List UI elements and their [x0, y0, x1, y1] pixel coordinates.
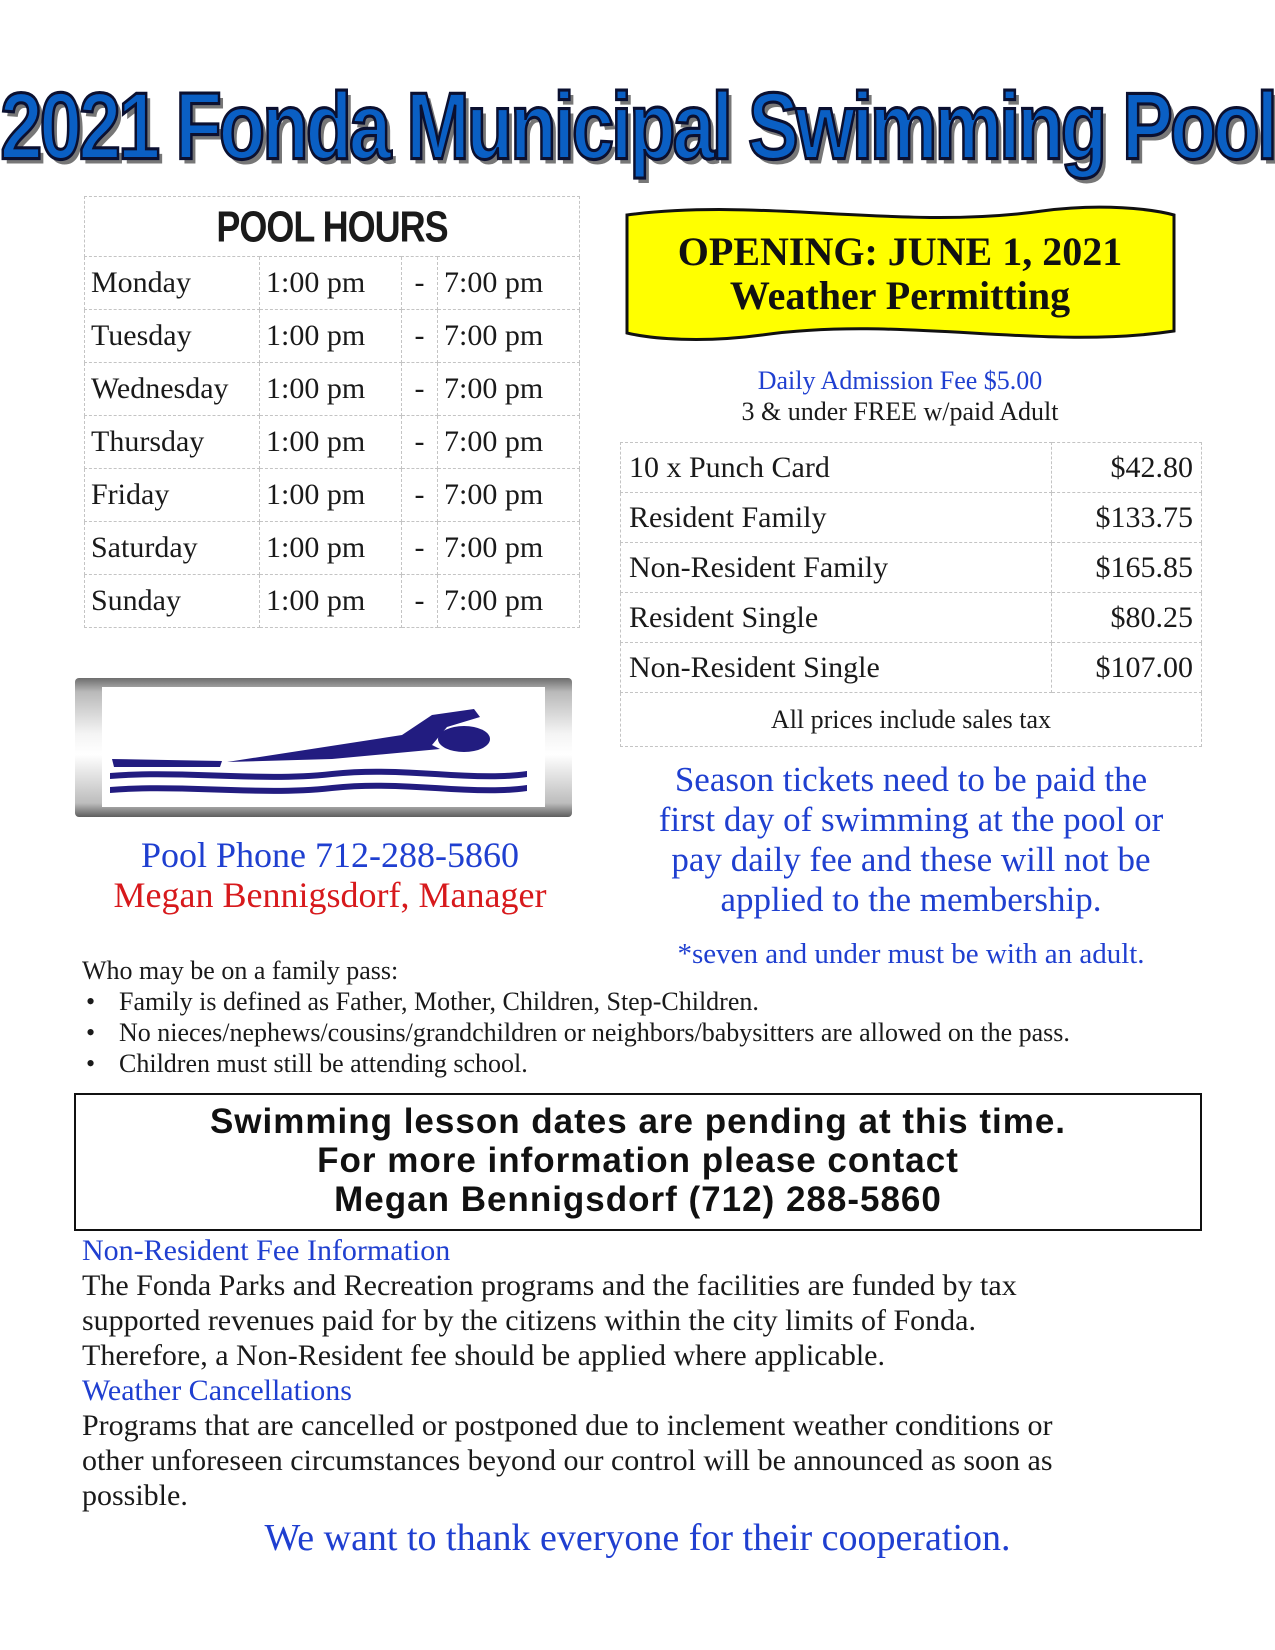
- pass-prices-table: [620, 442, 1202, 747]
- pass-amount: $165.85: [1052, 543, 1202, 593]
- close-time-cell: 7:00 pm: [438, 363, 580, 416]
- open-time-cell: 1:00 pm: [260, 257, 402, 310]
- separator-cell: -: [402, 363, 438, 416]
- table-row: [621, 593, 1202, 643]
- close-time-cell: 7:00 pm: [438, 416, 580, 469]
- separator-cell: -: [402, 416, 438, 469]
- opening-banner-text: [622, 230, 1178, 318]
- table-row: [85, 310, 580, 363]
- table-row: [621, 693, 1202, 747]
- table-row: [621, 543, 1202, 593]
- pass-label: Resident Family: [621, 493, 1052, 543]
- list-item: • Children must still be attending school.: [82, 1048, 1232, 1079]
- table-row: [85, 363, 580, 416]
- fee-and-weather-info: [82, 1233, 1222, 1513]
- lessons-line: For more information please contact: [317, 1141, 959, 1180]
- close-time-cell: 7:00 pm: [438, 310, 580, 363]
- season-line: pay daily fee and these will not be: [671, 840, 1151, 879]
- day-cell: Thursday: [85, 416, 260, 469]
- family-pass-rules: [82, 955, 1232, 1079]
- thank-you-message: We want to thank everyone for their cooperation.: [264, 1517, 1011, 1559]
- close-time-cell: 7:00 pm: [438, 575, 580, 628]
- table-row: [621, 643, 1202, 693]
- separator-cell: -: [402, 522, 438, 575]
- open-time-cell: 1:00 pm: [260, 363, 402, 416]
- open-time-cell: 1:00 pm: [260, 310, 402, 363]
- pass-label: 10 x Punch Card: [621, 443, 1052, 493]
- family-pass-list: [82, 986, 1232, 1079]
- swimming-lessons-notice: [74, 1093, 1202, 1231]
- day-cell: Saturday: [85, 522, 260, 575]
- weather-permitting: Weather Permitting: [729, 273, 1071, 318]
- open-time-cell: 1:00 pm: [260, 522, 402, 575]
- pool-hours-table: [84, 196, 580, 628]
- separator-cell: -: [402, 257, 438, 310]
- weather-line: possible.: [82, 1479, 188, 1512]
- separator-cell: -: [402, 575, 438, 628]
- season-line: applied to the membership.: [720, 880, 1102, 919]
- day-cell: Monday: [85, 257, 260, 310]
- weather-heading: Weather Cancellations: [82, 1374, 352, 1407]
- table-row: [621, 493, 1202, 543]
- swimmer-image: [102, 687, 545, 807]
- pass-label: Non-Resident Family: [621, 543, 1052, 593]
- season-line: Season tickets need to be paid the: [674, 760, 1148, 799]
- season-line: first day of swimming at the pool or: [658, 800, 1164, 839]
- table-row: [85, 522, 580, 575]
- table-row: [85, 416, 580, 469]
- lessons-line: Megan Bennigsdorf (712) 288-5860: [334, 1180, 942, 1219]
- separator-cell: -: [402, 310, 438, 363]
- open-time-cell: 1:00 pm: [260, 416, 402, 469]
- pass-amount: $80.25: [1052, 593, 1202, 643]
- pool-hours-heading-text: POOL HOURS: [216, 201, 448, 251]
- day-cell: Friday: [85, 469, 260, 522]
- pass-amount: $133.75: [1052, 493, 1202, 543]
- nonresident-heading: Non-Resident Fee Information: [82, 1234, 451, 1267]
- close-time-cell: 7:00 pm: [438, 522, 580, 575]
- pool-phone: Pool Phone 712-288-5860: [141, 835, 519, 875]
- day-cell: Sunday: [85, 575, 260, 628]
- weather-line: other unforeseen circumstances beyond our control will be announced as soon as: [82, 1444, 1053, 1477]
- nonresident-line: The Fonda Parks and Recreation programs and the facilities are funded by tax: [82, 1269, 1017, 1302]
- table-row: [621, 443, 1202, 493]
- page-title: 2021 Fonda Municipal Swimming Pool: [0, 73, 1275, 180]
- table-row: [85, 469, 580, 522]
- open-time-cell: 1:00 pm: [260, 575, 402, 628]
- pass-amount: $107.00: [1052, 643, 1202, 693]
- table-row: [85, 575, 580, 628]
- admission-info: [622, 365, 1178, 427]
- nonresident-line: Therefore, a Non-Resident fee should be applied where applicable.: [82, 1339, 885, 1372]
- sales-tax-note: All prices include sales tax: [621, 693, 1202, 747]
- table-row: [85, 257, 580, 310]
- list-item: • Family is defined as Father, Mother, Children, Step-Children.: [82, 986, 1232, 1017]
- pool-hours-heading-row: [85, 197, 580, 257]
- swimmer-image-frame: [75, 678, 572, 817]
- pool-hours-heading: [85, 197, 580, 257]
- manager-name: Megan Bennigsdorf, Manager: [113, 875, 547, 915]
- list-item: • No nieces/nephews/cousins/grandchildren or neighbors/babysitters are allowed on the pass.: [82, 1017, 1232, 1048]
- contact-info: [75, 835, 585, 915]
- lessons-line: Swimming lesson dates are pending at this time.: [209, 1102, 1067, 1141]
- day-cell: Wednesday: [85, 363, 260, 416]
- weather-line: Programs that are cancelled or postponed due to inclement weather conditions or: [82, 1409, 1053, 1442]
- open-time-cell: 1:00 pm: [260, 469, 402, 522]
- pass-amount: $42.80: [1052, 443, 1202, 493]
- daily-admission-fee: Daily Admission Fee $5.00: [757, 366, 1043, 395]
- day-cell: Tuesday: [85, 310, 260, 363]
- separator-cell: -: [402, 469, 438, 522]
- swimmer-icon: [102, 687, 545, 807]
- under-three-free: 3 & under FREE w/paid Adult: [741, 397, 1059, 426]
- family-pass-intro: Who may be on a family pass:: [82, 956, 399, 985]
- pass-label: Non-Resident Single: [621, 643, 1052, 693]
- seven-and-under-note: *seven and under must be with an adult.: [677, 938, 1145, 970]
- opening-date: OPENING: JUNE 1, 2021: [677, 229, 1123, 274]
- close-time-cell: 7:00 pm: [438, 257, 580, 310]
- pass-label: Resident Single: [621, 593, 1052, 643]
- close-time-cell: 7:00 pm: [438, 469, 580, 522]
- nonresident-line: supported revenues paid for by the citizens within the city limits of Fonda.: [82, 1304, 976, 1337]
- season-tickets-note: [622, 760, 1200, 920]
